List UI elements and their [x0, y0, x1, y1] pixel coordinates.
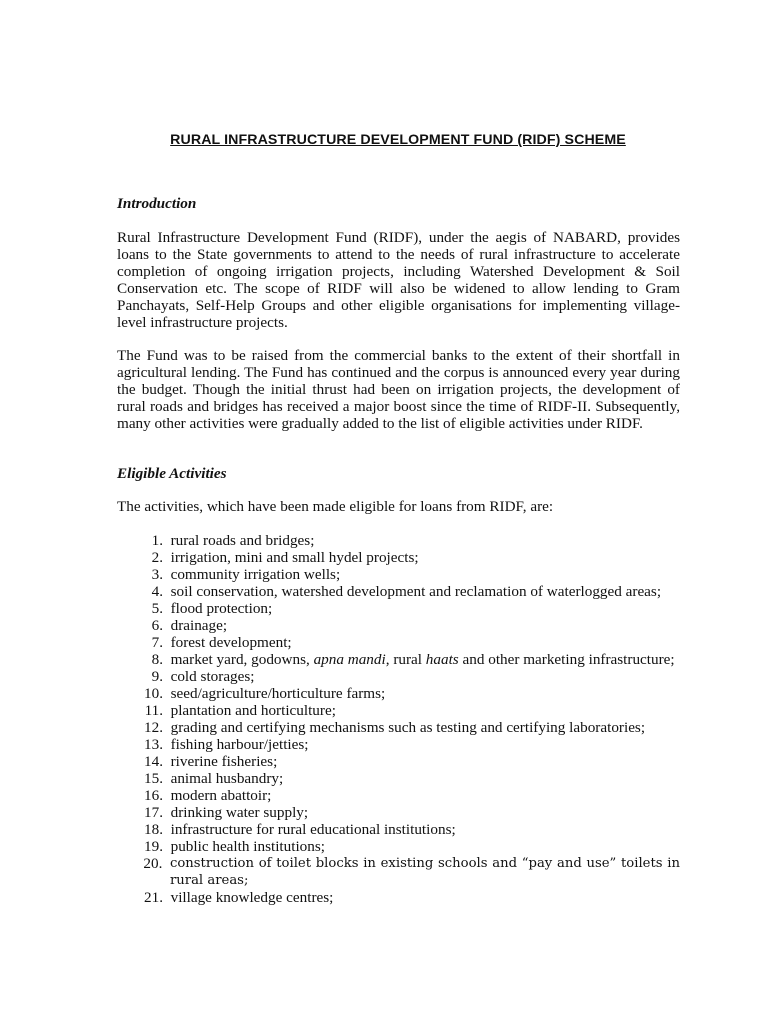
document-title: RURAL INFRASTRUCTURE DEVELOPMENT FUND (RIDF) SCHEME	[170, 132, 626, 148]
list-item: 8. market yard, godowns, apna mandi, rural haats and other marketing infrastructure;	[151, 651, 675, 668]
list-item: 7. forest development;	[151, 634, 292, 651]
introduction-paragraph-1: Rural Infrastructure Development Fund (RIDF), under the aegis of NABARD, provides loans to the State governments to attend to the needs of rural infrastructure to accelerate completion of ongoing irrigation projects, including Watershed Development & Soil Conservation etc. The scope of RIDF will also be widened to allow lending to Gram Panchayats, Self-Help Groups and other eligible organisations for implementing village-level infrastructure projects.	[117, 229, 680, 331]
list-item: 21. village knowledge centres;	[144, 889, 334, 906]
list-item: 14. riverine fisheries;	[144, 753, 278, 770]
list-item: 19. public health institutions;	[144, 838, 325, 855]
list-item: 10. seed/agriculture/horticulture farms;	[144, 685, 386, 702]
list-item: 16. modern abattoir;	[144, 787, 272, 804]
list-item: 5. flood protection;	[151, 600, 273, 617]
introduction-heading: Introduction	[117, 195, 197, 212]
list-item: 12. grading and certifying mechanisms such as testing and certifying laboratories;	[144, 719, 646, 736]
list-item: 1. rural roads and bridges;	[151, 532, 315, 549]
list-item: 3. community irrigation wells;	[151, 566, 341, 583]
list-item: 17. drinking water supply;	[144, 804, 309, 821]
list-item: 15. animal husbandry;	[144, 770, 284, 787]
list-item: 13. fishing harbour/jetties;	[144, 736, 309, 753]
list-item: 6. drainage;	[151, 617, 228, 634]
list-item: 2. irrigation, mini and small hydel projects;	[151, 549, 419, 566]
list-item: 11. plantation and horticulture;	[144, 702, 336, 719]
list-item: 4. soil conservation, watershed development and reclamation of waterlogged areas;	[151, 583, 662, 600]
eligible-activities-list	[117, 532, 680, 906]
list-item: 20. construction of toilet blocks in existing schools and “pay and use” toilets in rural areas;	[143, 855, 680, 888]
eligible-activities-intro: The activities, which have been made eligible for loans from RIDF, are:	[117, 498, 554, 515]
list-item: 9. cold storages;	[151, 668, 255, 685]
introduction-paragraph-2: The Fund was to be raised from the commercial banks to the extent of their shortfall in agricultural lending. The Fund has continued and the corpus is announced every year during the budget. Though the initial thrust had been on irrigation projects, the development of rural roads and bridges has received a major boost since the time of RIDF-II. Subsequently, many other activities were gradually added to the list of eligible activities under RIDF.	[117, 347, 680, 432]
list-item: 18. infrastructure for rural educational institutions;	[144, 821, 456, 838]
eligible-activities-heading: Eligible Activities	[117, 465, 227, 482]
